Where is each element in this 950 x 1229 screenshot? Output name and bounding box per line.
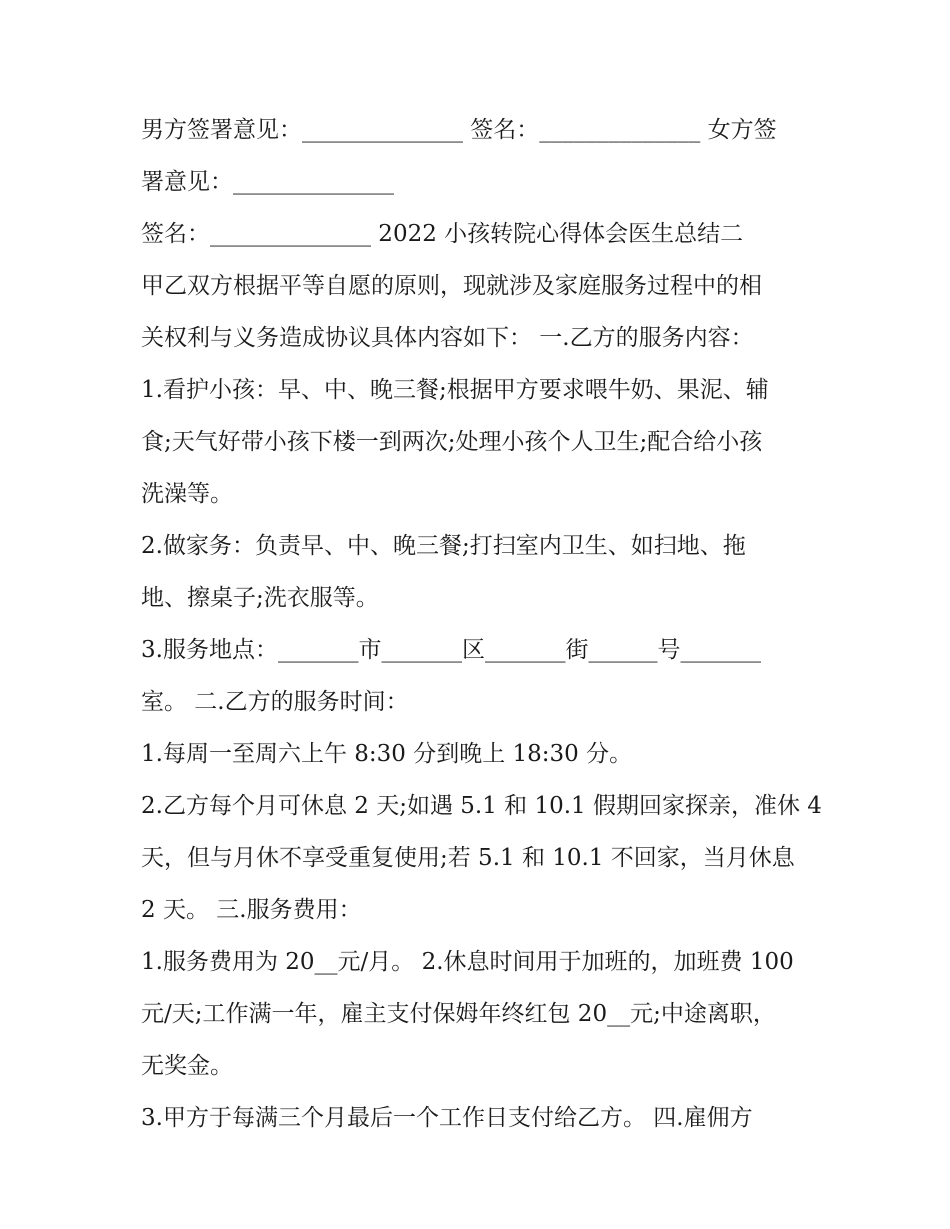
- text-line: 无奖金。: [141, 1053, 233, 1079]
- text-line: 1.看护小孩：早、中、晚三餐;根据甲方要求喂牛奶、果泥、辅: [141, 377, 769, 403]
- text-line: 室。 二.乙方的服务时间：: [141, 689, 409, 715]
- text-line: 1.每周一至周六上午 8:30 分到晚上 18:30 分。: [141, 741, 633, 767]
- text-line: 署意见：______________: [141, 169, 394, 195]
- text-line: 洗澡等。: [141, 481, 233, 507]
- text-line: 3.甲方于每满三个月最后一个工作日支付给乙方。 四.雇佣方: [141, 1105, 753, 1131]
- document-body: [141, 108, 821, 1148]
- text-line: 2.做家务：负责早、中、晚三餐;打扫室内卫生、如扫地、拖: [141, 533, 746, 559]
- text-line: 天，但与月休不享受重复使用;若 5.1 和 10.1 不回家，当月休息: [141, 845, 795, 871]
- text-line: 2.乙方每个月可休息 2 天;如遇 5.1 和 10.1 假期回家探亲，准休 4: [141, 793, 822, 819]
- text-line: 1.服务费用为 20__元/月。 2.休息时间用于加班的，加班费 100: [141, 949, 794, 975]
- text-line: 关权利与义务造成协议具体内容如下： 一.乙方的服务内容：: [141, 325, 754, 351]
- text-line: 2 天。 三.服务费用：: [141, 897, 362, 923]
- text-line: 甲乙双方根据平等自愿的原则，现就涉及家庭服务过程中的相: [141, 273, 762, 299]
- text-line: 签名：______________ 2022 小孩转院心得体会医生总结二: [141, 221, 744, 247]
- text-line: 食;天气好带小孩下楼一到两次;处理小孩个人卫生;配合给小孩: [141, 429, 763, 455]
- text-line: 3.服务地点：_______市_______区_______街______号_______: [141, 637, 761, 663]
- text-line: 元/天;工作满一年，雇主支付保姆年终红包 20__元;中途离职，: [141, 1001, 776, 1027]
- text-line: 男方签署意见：______________ 签名：______________ 女方签: [141, 117, 777, 143]
- text-line: 地、擦桌子;洗衣服等。: [141, 585, 379, 611]
